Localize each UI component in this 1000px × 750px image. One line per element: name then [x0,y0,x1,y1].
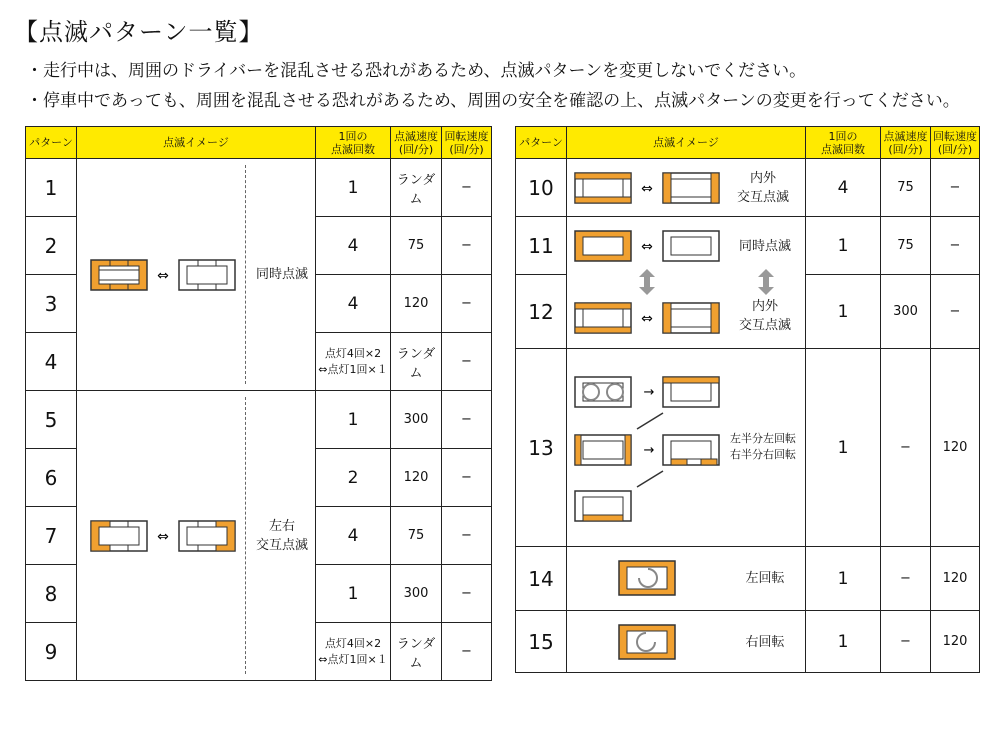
speed-cell: 120 [391,449,442,507]
flash-image-rotate-left [567,547,806,611]
arrow-right-icon: → [643,385,655,400]
pattern-number: 11 [516,217,567,275]
count-cell: 1 [806,275,881,349]
pattern-label: 内外 交互点滅 [738,299,791,333]
header-pattern: パターン [26,127,77,159]
pattern-number: 2 [26,217,77,275]
lamp-on-icon [91,260,147,290]
flash-image-11-12 [567,217,806,349]
updown-arrow-icon [758,269,774,295]
svg-text:→: → [643,443,655,458]
rotation-cell: − [442,391,492,449]
pattern-number: 15 [516,611,567,673]
speed-cell: 300 [881,275,931,349]
pattern-label: 内外 交互点滅 [736,171,789,205]
left-pattern-table [25,126,492,681]
count-cell: 4 [316,217,391,275]
rotation-cell: 120 [931,611,980,673]
count-cell: 4 [316,507,391,565]
swap-arrow-icon: ⇔ [157,268,169,284]
flash-image-split-rotation [567,349,806,547]
header-image: 点滅イメージ [567,127,806,159]
header-rotation: 回転速度 (回/分) [442,127,492,159]
count-cell: 1 [806,547,881,611]
pattern-label: 左回転 [745,571,785,586]
speed-cell: − [881,349,931,547]
flash-image-rotate-right [567,611,806,673]
rotation-cell: − [442,449,492,507]
speed-cell: 300 [391,565,442,623]
note-2: ・停車中であっても、周囲を混乱させる恐れがあるため、周囲の安全を確認の上、点滅パターンの変更を行ってください。 [26,91,960,111]
rotation-cell: − [442,565,492,623]
right-pattern-table [515,126,980,673]
svg-text:⇔: ⇔ [641,239,653,255]
rotation-cell: − [442,507,492,565]
svg-text:⇔: ⇔ [641,181,653,197]
header-count: 1回の 点滅回数 [316,127,391,159]
rotation-cell: 120 [931,547,980,611]
rotation-cell: − [442,333,492,391]
pattern-number: 13 [516,349,567,547]
pattern-number: 3 [26,275,77,333]
pattern-number: 1 [26,159,77,217]
swap-arrow-icon: ⇔ [157,529,169,545]
svg-text:⇔: ⇔ [641,311,653,327]
pattern-number: 14 [516,547,567,611]
rotation-cell: − [931,275,980,349]
page-title: 【点滅パターン一覧】 [14,18,264,46]
count-cell: 1 [806,349,881,547]
rotation-cell: − [442,623,492,681]
speed-cell: 75 [881,217,931,275]
flash-image-inner-outer [567,159,806,217]
count-cell: 4 [806,159,881,217]
pattern-number: 7 [26,507,77,565]
rotation-cell: 120 [931,349,980,547]
updown-arrow-icon [639,269,655,295]
speed-cell: ランダム [391,159,442,217]
pattern-number: 5 [26,391,77,449]
speed-cell: − [881,611,931,673]
group-label-alternating: 左右 交互点滅 [255,519,308,553]
header-speed: 点滅速度 (回/分) [881,127,931,159]
pattern-number: 12 [516,275,567,349]
speed-cell: − [881,547,931,611]
count-cell: 1 [806,611,881,673]
pattern-label: 同時点滅 [738,239,791,254]
count-cell: 2 [316,449,391,507]
count-cell: 点灯4回×2 ⇔点灯1回×１ [316,623,391,681]
right-half-on-icon [179,521,235,551]
header-pattern: パターン [516,127,567,159]
rotation-cell: − [931,159,980,217]
pattern-label: 右回転 [745,635,785,650]
header-speed: 点滅速度 (回/分) [391,127,442,159]
count-cell: 1 [316,159,391,217]
lamp-off-icon [179,260,235,290]
speed-cell: ランダム [391,623,442,681]
header-rotation: 回転速度 (回/分) [931,127,980,159]
pattern-number: 9 [26,623,77,681]
arrow-down-left-icon [637,413,663,429]
group-label-simultaneous: 同時点滅 [255,267,308,282]
count-cell: 1 [316,565,391,623]
speed-cell: 300 [391,391,442,449]
speed-cell: ランダム [391,333,442,391]
left-half-on-icon [91,521,147,551]
count-cell: 1 [806,217,881,275]
pattern-number: 10 [516,159,567,217]
rotation-cell: − [442,275,492,333]
speed-cell: 120 [391,275,442,333]
flash-image-group-alternating [77,391,316,681]
speed-cell: 75 [881,159,931,217]
rotation-cell: − [931,217,980,275]
header-count: 1回の 点滅回数 [806,127,881,159]
rotation-cell: − [442,217,492,275]
pattern-number: 4 [26,333,77,391]
note-1: ・走行中は、周囲のドライバーを混乱させる恐れがあるため、点滅パターンを変更しないでください。 [26,61,807,81]
speed-cell: 75 [391,217,442,275]
count-cell: 点灯4回×2 ⇔点灯1回×１ [316,333,391,391]
flash-image-group-simultaneous [77,159,316,391]
count-cell: 1 [316,391,391,449]
pattern-label: 左半分左回転 右半分右回転 [730,432,796,461]
speed-cell: 75 [391,507,442,565]
pattern-number: 8 [26,565,77,623]
count-cell: 4 [316,275,391,333]
pattern-number: 6 [26,449,77,507]
rotation-cell: − [442,159,492,217]
header-image: 点滅イメージ [77,127,316,159]
